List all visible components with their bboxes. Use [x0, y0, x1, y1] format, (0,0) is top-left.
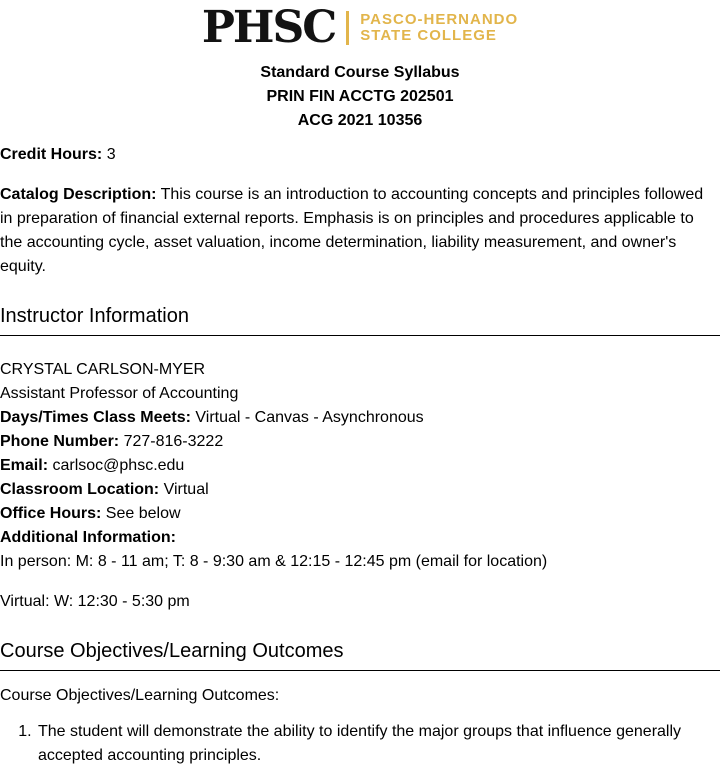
days-times-value: Virtual - Canvas - Asynchronous — [195, 409, 424, 426]
logo-college-name-line1: PASCO-HERNANDO — [360, 11, 519, 28]
office-hours-value: See below — [105, 505, 181, 522]
phsc-logo-acronym: PHSC — [201, 2, 336, 53]
instructor-details — [0, 358, 720, 574]
logo-divider — [346, 11, 349, 45]
email-label: Email: — [0, 457, 49, 474]
classroom-location-label: Classroom Location: — [0, 481, 160, 498]
office-hours-in-person: In person: M: 8 - 11 am; T: 8 - 9:30 am & 12:15 - 12:45 pm (email for location) — [0, 553, 548, 570]
course-code: ACG 2021 10356 — [297, 112, 423, 129]
phone-number-value: 727-816-3222 — [123, 433, 224, 450]
classroom-location-value: Virtual — [163, 481, 209, 498]
additional-information-label: Additional Information: — [0, 529, 176, 546]
syllabus-title-block — [0, 61, 720, 133]
credit-hours-label: Credit Hours: — [0, 146, 103, 163]
instructor-job-title: Assistant Professor of Accounting — [0, 385, 239, 402]
office-hours-virtual: Virtual: W: 12:30 - 5:30 pm — [0, 593, 190, 610]
section-heading-course-objectives: Course Objectives/Learning Outcomes — [0, 638, 720, 671]
objectives-intro: Course Objectives/Learning Outcomes: — [0, 687, 280, 704]
syllabus-title: Standard Course Syllabus — [260, 64, 460, 81]
objectives-list — [0, 720, 720, 768]
email-value: carlsoc@phsc.edu — [52, 457, 185, 474]
catalog-description-text: This course is an introduction to accounting concepts and principles followed in preparation of financial external reports. Emphasis is on principles and procedures applicable to the accounting cycle, asset valuation, income determination, liability measurement, and owner's equity. — [0, 186, 704, 275]
credit-hours-value: 3 — [106, 146, 116, 163]
objective-item: 1. The student will demonstrate the ability to identify the major groups that influence generally accepted accounting principles. — [36, 720, 720, 768]
phsc-logo — [0, 0, 720, 53]
section-heading-instructor-information: Instructor Information — [0, 303, 720, 336]
credit-hours-line — [0, 143, 720, 167]
phone-number-label: Phone Number: — [0, 433, 120, 450]
logo-college-name-line2: STATE COLLEGE — [360, 27, 497, 44]
catalog-description — [0, 183, 720, 279]
office-hours-label: Office Hours: — [0, 505, 102, 522]
instructor-name: CRYSTAL CARLSON-MYER — [0, 361, 206, 378]
course-name: PRIN FIN ACCTG 202501 — [266, 88, 454, 105]
logo-college-name — [360, 12, 518, 44]
days-times-label: Days/Times Class Meets: — [0, 409, 191, 426]
catalog-description-label: Catalog Description: — [0, 186, 157, 203]
